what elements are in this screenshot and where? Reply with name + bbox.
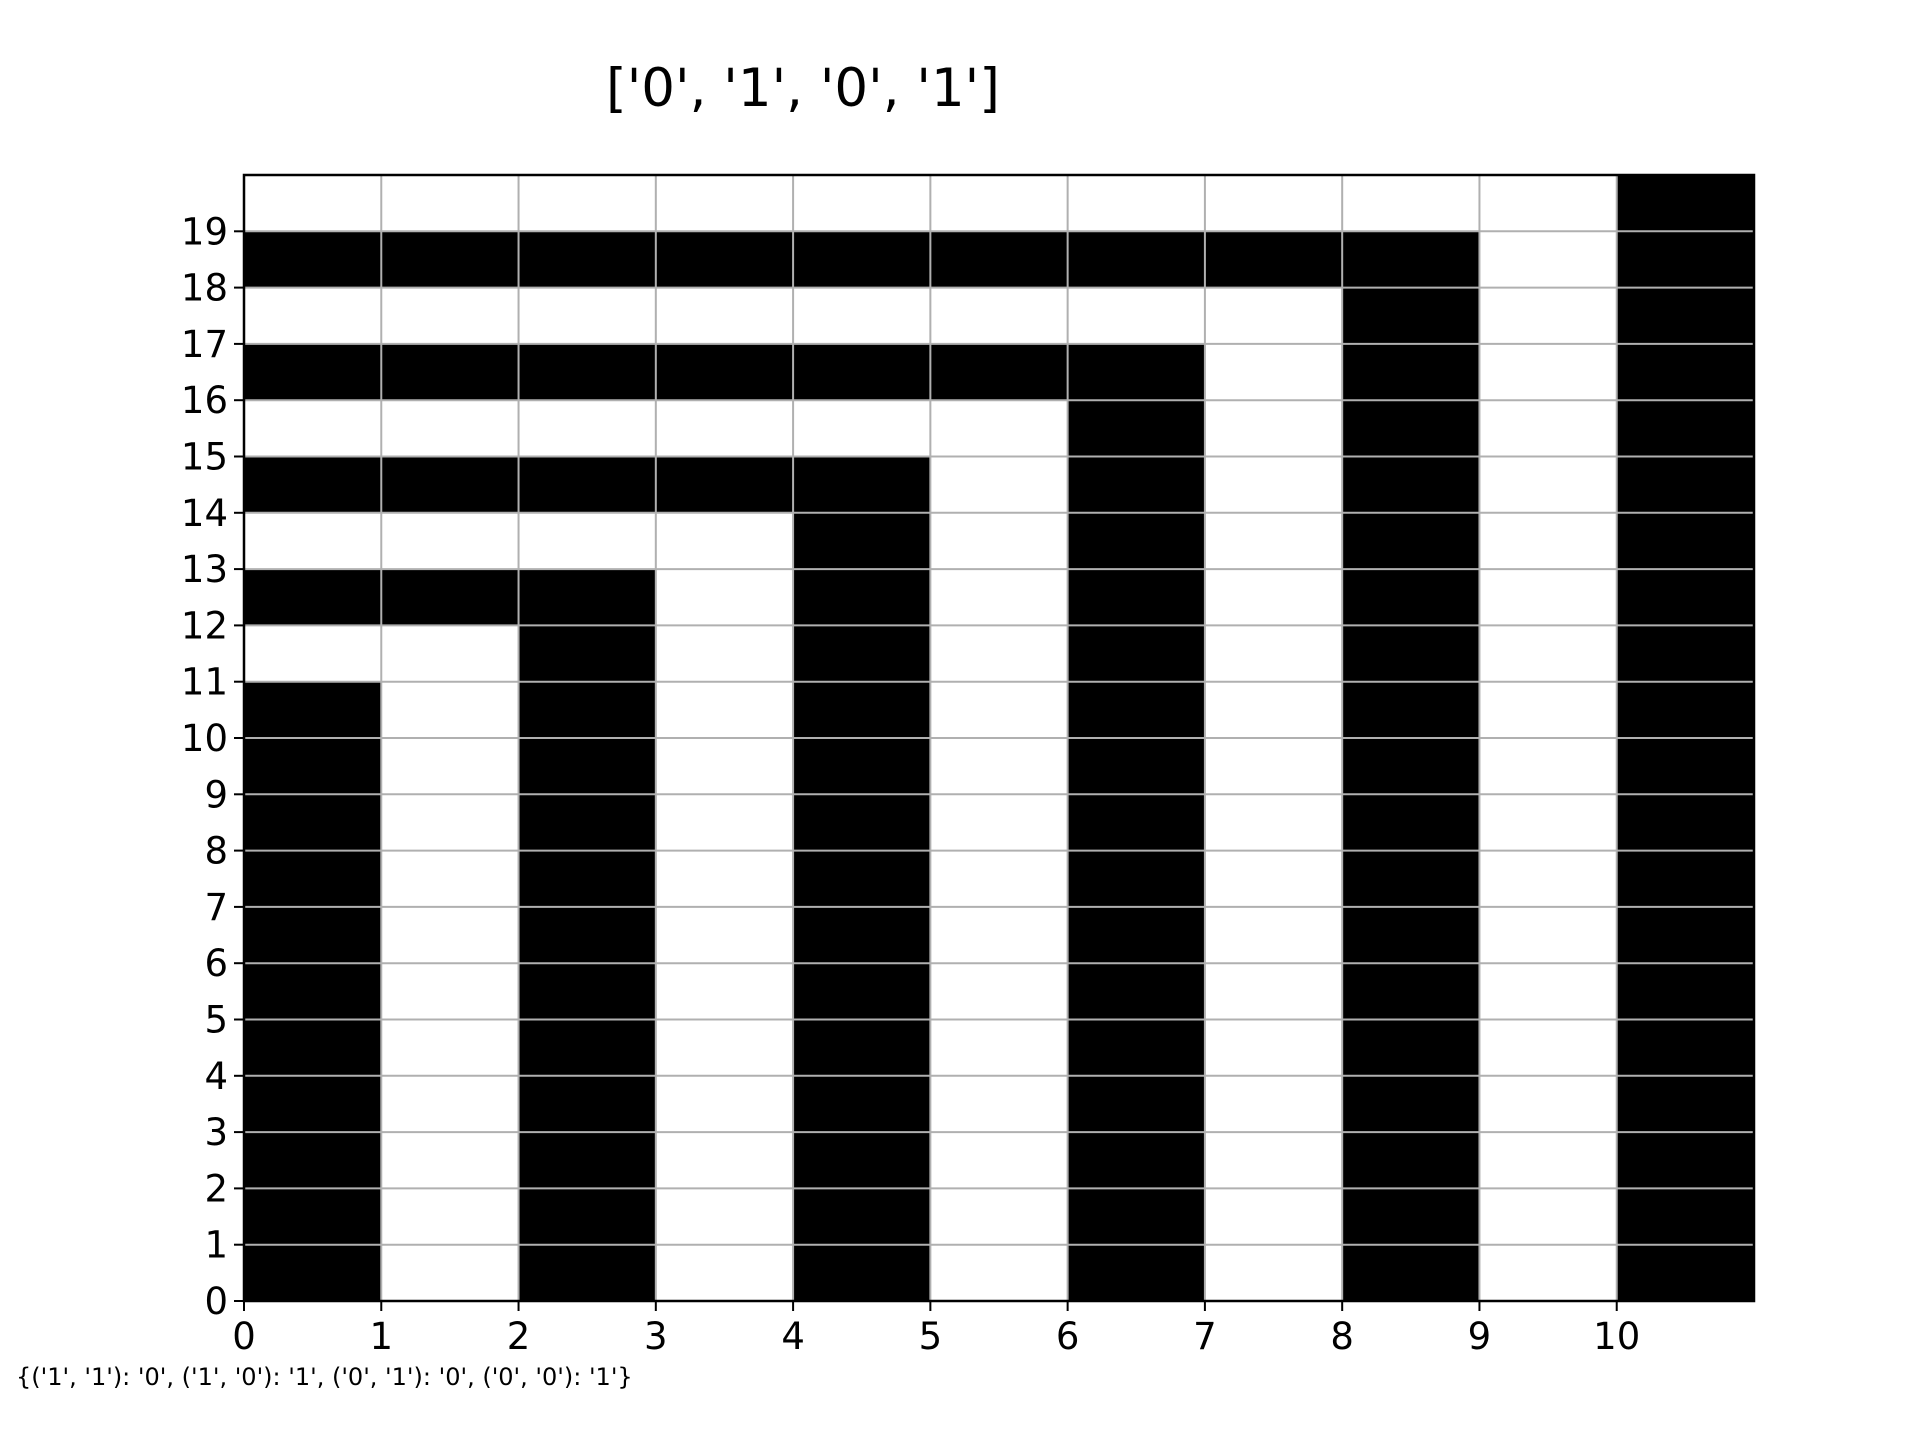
y-tick-label: 15 (180, 435, 228, 479)
filled-cell (244, 851, 382, 908)
filled-cell (1068, 682, 1206, 739)
x-tick-label: 5 (918, 1315, 943, 1358)
empty-cell (930, 1245, 1068, 1302)
filled-cell (244, 457, 382, 514)
empty-cell (1479, 1020, 1617, 1077)
filled-cell (519, 1020, 657, 1077)
empty-cell (1205, 1020, 1343, 1077)
empty-cell (656, 400, 794, 457)
empty-cell (930, 288, 1068, 345)
filled-cell (1617, 513, 1755, 570)
filled-cell (930, 231, 1068, 288)
empty-cell (1479, 1245, 1617, 1302)
empty-cell (1479, 794, 1617, 851)
empty-cell (381, 1132, 519, 1189)
filled-cell (244, 682, 382, 739)
y-tick-label: 14 (180, 491, 228, 535)
empty-cell (656, 288, 794, 345)
filled-cell (1617, 1188, 1755, 1245)
filled-cell (1617, 457, 1755, 514)
y-tick-label: 2 (204, 1167, 228, 1211)
filled-cell (1342, 1188, 1480, 1245)
filled-cell (1068, 1076, 1206, 1133)
filled-cell (519, 1076, 657, 1133)
empty-cell (1479, 963, 1617, 1020)
empty-cell (1205, 1132, 1343, 1189)
filled-cell (793, 738, 931, 795)
filled-cell (1617, 231, 1755, 288)
filled-cell (1617, 682, 1755, 739)
filled-cell (1617, 344, 1755, 401)
filled-cell (1617, 1020, 1755, 1077)
filled-cell (244, 1132, 382, 1189)
empty-cell (930, 1132, 1068, 1189)
empty-cell (1479, 344, 1617, 401)
empty-cell (1205, 963, 1343, 1020)
x-tick-label: 3 (644, 1315, 668, 1358)
filled-cell (656, 344, 794, 401)
filled-cell (244, 794, 382, 851)
filled-cell (793, 794, 931, 851)
filled-cell (1617, 569, 1755, 626)
empty-cell (1479, 907, 1617, 964)
empty-cell (1068, 175, 1206, 232)
empty-cell (930, 907, 1068, 964)
y-tick-label: 18 (180, 266, 228, 310)
filled-cell (1068, 344, 1206, 401)
y-tick-label: 5 (204, 998, 228, 1042)
filled-cell (519, 738, 657, 795)
filled-cell (1617, 738, 1755, 795)
y-tick-label: 3 (204, 1111, 228, 1155)
filled-cell (656, 457, 794, 514)
empty-cell (1479, 1132, 1617, 1189)
filled-cell (244, 738, 382, 795)
filled-cell (1342, 1076, 1480, 1133)
empty-cell (1479, 569, 1617, 626)
filled-cell (519, 344, 657, 401)
empty-cell (1205, 1245, 1343, 1302)
empty-cell (381, 907, 519, 964)
empty-cell (381, 794, 519, 851)
y-tick-label: 7 (204, 885, 228, 929)
empty-cell (930, 400, 1068, 457)
filled-cell (1342, 1020, 1480, 1077)
filled-cell (1342, 963, 1480, 1020)
filled-cell (244, 231, 382, 288)
empty-cell (1479, 851, 1617, 908)
empty-cell (1205, 907, 1343, 964)
y-tick-label: 0 (204, 1280, 228, 1323)
empty-cell (381, 175, 519, 232)
filled-cell (519, 1245, 657, 1302)
filled-cell (1068, 569, 1206, 626)
empty-cell (1068, 288, 1206, 345)
filled-cell (244, 1188, 382, 1245)
filled-cell (1342, 794, 1480, 851)
filled-cell (1068, 1132, 1206, 1189)
empty-cell (1205, 682, 1343, 739)
filled-cell (519, 794, 657, 851)
filled-cell (244, 1245, 382, 1302)
filled-cell (1342, 1132, 1480, 1189)
filled-cell (793, 569, 931, 626)
filled-cell (1068, 457, 1206, 514)
empty-cell (1479, 231, 1617, 288)
filled-cell (381, 569, 519, 626)
filled-cell (1068, 1020, 1206, 1077)
empty-cell (244, 288, 382, 345)
empty-cell (1205, 794, 1343, 851)
filled-cell (1617, 1076, 1755, 1133)
x-tick-label: 7 (1193, 1315, 1217, 1358)
filled-cell (1617, 851, 1755, 908)
empty-cell (1479, 457, 1617, 514)
filled-cell (519, 231, 657, 288)
empty-cell (656, 1188, 794, 1245)
empty-cell (930, 1020, 1068, 1077)
grid-lines (244, 175, 1754, 1301)
empty-cell (1479, 625, 1617, 682)
y-tick-label: 19 (180, 210, 228, 254)
empty-cell (793, 400, 931, 457)
x-axis (232, 1301, 1640, 1358)
empty-cell (656, 175, 794, 232)
filled-cell (1617, 625, 1755, 682)
filled-cell (1617, 1245, 1755, 1302)
empty-cell (381, 682, 519, 739)
filled-cell (1342, 851, 1480, 908)
y-axis (181, 210, 244, 1323)
empty-cell (1479, 175, 1617, 232)
filled-cell (793, 851, 931, 908)
empty-cell (793, 175, 931, 232)
filled-cell (519, 1132, 657, 1189)
filled-cell (1342, 625, 1480, 682)
empty-cell (1205, 1076, 1343, 1133)
empty-cell (793, 288, 931, 345)
filled-cell (1342, 738, 1480, 795)
filled-cell (793, 682, 931, 739)
filled-cell (519, 963, 657, 1020)
filled-cell (1068, 625, 1206, 682)
filled-cell (381, 231, 519, 288)
filled-cell (1617, 794, 1755, 851)
empty-cell (930, 851, 1068, 908)
empty-cell (656, 569, 794, 626)
empty-cell (930, 738, 1068, 795)
filled-cell (244, 569, 382, 626)
x-tick-label: 1 (369, 1315, 394, 1358)
filled-cell (519, 625, 657, 682)
empty-cell (656, 1245, 794, 1302)
empty-cell (930, 513, 1068, 570)
filled-cell (519, 851, 657, 908)
empty-cell (1205, 175, 1343, 232)
empty-cell (1479, 1188, 1617, 1245)
empty-cell (381, 1188, 519, 1245)
filled-cell (1068, 400, 1206, 457)
filled-cell (1068, 963, 1206, 1020)
x-tick-label: 2 (506, 1315, 531, 1358)
filled-cell (1342, 344, 1480, 401)
filled-cell (793, 513, 931, 570)
filled-cell (793, 457, 931, 514)
empty-cell (930, 175, 1068, 232)
empty-cell (1205, 513, 1343, 570)
empty-cell (244, 513, 382, 570)
empty-cell (656, 513, 794, 570)
empty-cell (381, 288, 519, 345)
empty-cell (381, 851, 519, 908)
filled-cell (1068, 1245, 1206, 1302)
x-tick-label: 8 (1330, 1315, 1354, 1358)
empty-cell (1479, 513, 1617, 570)
filled-cell (1342, 457, 1480, 514)
empty-cell (656, 1076, 794, 1133)
filled-cell (793, 963, 931, 1020)
empty-cell (930, 569, 1068, 626)
empty-cell (244, 175, 382, 232)
empty-cell (381, 963, 519, 1020)
empty-cell (519, 175, 657, 232)
filled-cell (1617, 288, 1755, 345)
filled-cell (793, 625, 931, 682)
y-tick-label: 1 (204, 1223, 228, 1267)
empty-cell (930, 963, 1068, 1020)
empty-cell (1205, 288, 1343, 345)
filled-cell (1342, 907, 1480, 964)
filled-cell (1617, 907, 1755, 964)
filled-cell (244, 1076, 382, 1133)
empty-cell (930, 1188, 1068, 1245)
filled-cell (244, 963, 382, 1020)
empty-cell (1205, 851, 1343, 908)
filled-cell (1342, 513, 1480, 570)
filled-cell (793, 1188, 931, 1245)
empty-cell (381, 513, 519, 570)
empty-cell (656, 963, 794, 1020)
chart-title: ['0', '1', '0', '1'] (606, 58, 1000, 119)
y-tick-label: 6 (204, 942, 228, 986)
filled-cell (793, 1245, 931, 1302)
empty-cell (1205, 1188, 1343, 1245)
empty-cell (656, 682, 794, 739)
empty-cell (1205, 457, 1343, 514)
filled-cell (244, 907, 382, 964)
filled-cell (1617, 400, 1755, 457)
filled-cell (381, 457, 519, 514)
empty-cell (930, 625, 1068, 682)
y-tick-label: 11 (180, 660, 228, 704)
empty-cell (930, 1076, 1068, 1133)
filled-cell (1342, 1245, 1480, 1302)
filled-cell (1205, 231, 1343, 288)
chart-caption: {('1', '1'): '0', ('1', '0'): '1', ('0', '1'): '0', ('0', '0'): '1'} (16, 1363, 633, 1391)
filled-cell (793, 1076, 931, 1133)
x-tick-label: 10 (1593, 1315, 1641, 1358)
x-tick-label: 9 (1467, 1315, 1492, 1358)
filled-cell (519, 1188, 657, 1245)
empty-cell (381, 1076, 519, 1133)
filled-cell (519, 569, 657, 626)
filled-cell (793, 231, 931, 288)
filled-cell (930, 344, 1068, 401)
y-tick-label: 9 (204, 773, 228, 817)
filled-cell (244, 1020, 382, 1077)
empty-cell (656, 1132, 794, 1189)
y-tick-label: 4 (204, 1054, 228, 1098)
filled-cell (793, 1020, 931, 1077)
filled-cell (1068, 1188, 1206, 1245)
filled-cell (1068, 513, 1206, 570)
filled-cell (381, 344, 519, 401)
y-tick-label: 8 (204, 829, 228, 873)
empty-cell (656, 738, 794, 795)
filled-cell (1342, 288, 1480, 345)
x-tick-label: 0 (232, 1315, 256, 1358)
filled-cell (1068, 851, 1206, 908)
filled-cell (1342, 682, 1480, 739)
y-tick-label: 17 (180, 322, 228, 366)
empty-cell (381, 1020, 519, 1077)
empty-cell (1342, 175, 1480, 232)
filled-cell (793, 907, 931, 964)
empty-cell (1205, 400, 1343, 457)
empty-cell (519, 400, 657, 457)
filled-cell (1068, 231, 1206, 288)
y-tick-label: 16 (180, 379, 228, 423)
filled-cell (793, 1132, 931, 1189)
filled-cell (519, 682, 657, 739)
empty-cell (1205, 344, 1343, 401)
empty-cell (244, 400, 382, 457)
empty-cell (656, 794, 794, 851)
empty-cell (1479, 400, 1617, 457)
empty-cell (519, 288, 657, 345)
filled-cell (656, 231, 794, 288)
filled-cell (244, 344, 382, 401)
x-tick-label: 6 (1055, 1315, 1080, 1358)
y-tick-label: 12 (180, 604, 228, 648)
x-tick-label: 4 (781, 1315, 805, 1358)
empty-cell (519, 513, 657, 570)
empty-cell (1479, 288, 1617, 345)
empty-cell (1479, 738, 1617, 795)
empty-cell (1205, 738, 1343, 795)
filled-cell (793, 344, 931, 401)
filled-cell (1342, 400, 1480, 457)
empty-cell (381, 625, 519, 682)
empty-cell (381, 738, 519, 795)
filled-cell (519, 457, 657, 514)
empty-cell (244, 625, 382, 682)
empty-cell (656, 625, 794, 682)
filled-cell (1617, 963, 1755, 1020)
filled-cell (1068, 794, 1206, 851)
empty-cell (656, 851, 794, 908)
y-tick-label: 13 (180, 548, 228, 592)
empty-cell (930, 457, 1068, 514)
filled-cell (1342, 231, 1480, 288)
empty-cell (656, 1020, 794, 1077)
empty-cell (1205, 625, 1343, 682)
y-tick-label: 10 (180, 717, 228, 760)
empty-cell (1205, 569, 1343, 626)
empty-cell (381, 1245, 519, 1302)
filled-cell (1617, 1132, 1755, 1189)
filled-cell (519, 907, 657, 964)
empty-cell (1479, 682, 1617, 739)
empty-cell (930, 682, 1068, 739)
filled-cell (1617, 175, 1755, 232)
empty-cell (1479, 1076, 1617, 1133)
filled-cell (1068, 907, 1206, 964)
empty-cell (381, 400, 519, 457)
empty-cell (656, 907, 794, 964)
filled-cell (1342, 569, 1480, 626)
empty-cell (930, 794, 1068, 851)
filled-cell (1068, 738, 1206, 795)
